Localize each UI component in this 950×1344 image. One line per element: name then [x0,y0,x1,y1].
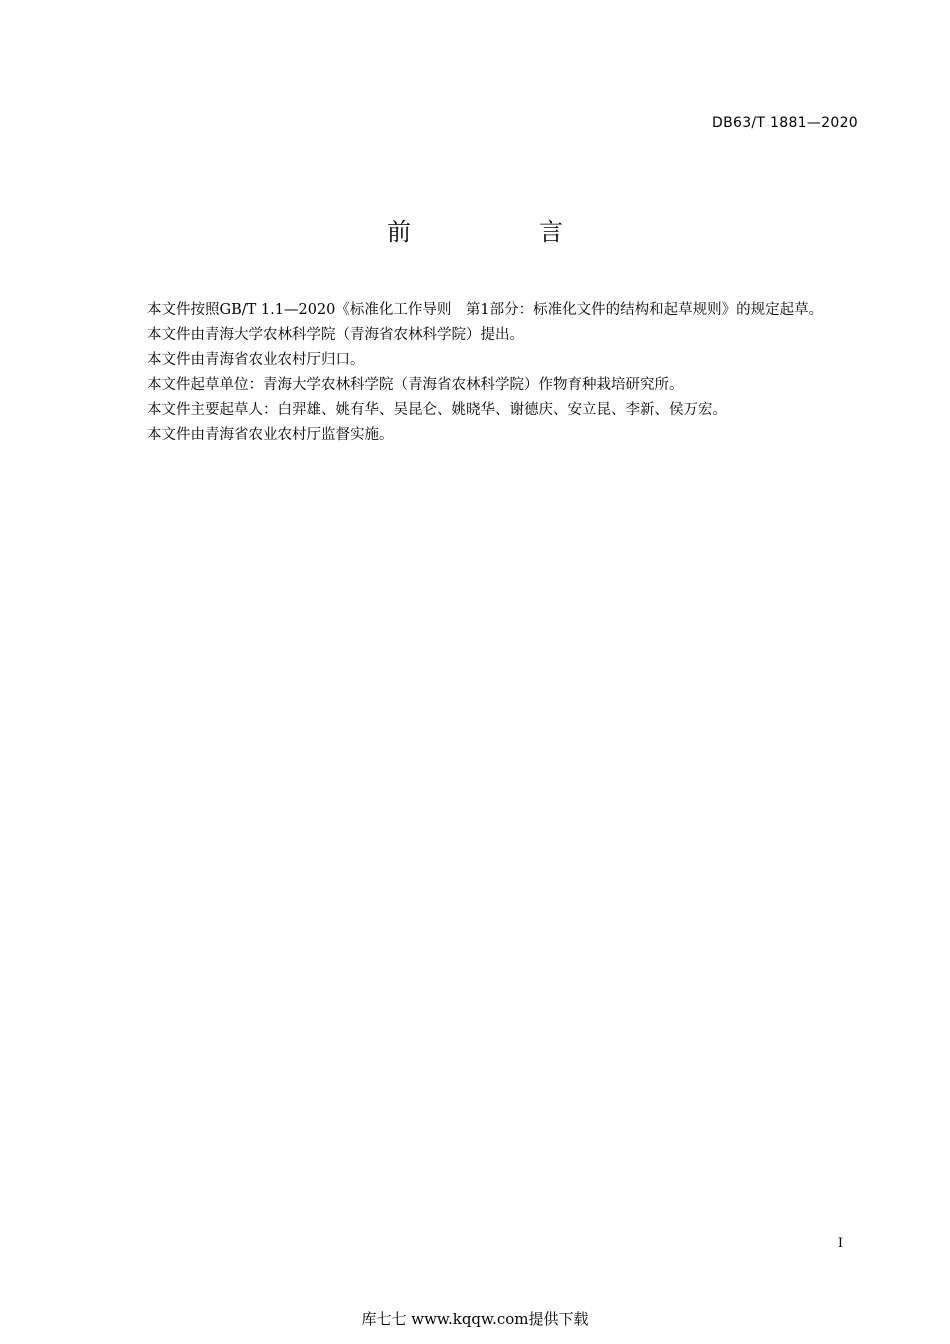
paragraph-centralized-unit: 本文件由青海省农业农村厅归口。 [147,352,365,368]
foreword-body [113,298,859,448]
paragraph-main-drafters: 本文件主要起草人：白羿雄、姚有华、吴昆仑、姚晓华、谢德庆、安立昆、李新、侯万宏。 [147,402,727,418]
paragraph-supervision: 本文件由青海省农业农村厅监督实施。 [147,427,394,443]
paragraph-proposer: 本文件由青海大学农林科学院（青海省农林科学院）提出。 [147,327,524,343]
document-code: DB63/T 1881—2020 [712,115,858,131]
download-source-note: 库七七 www.kqqw.com提供下载 [361,1310,589,1328]
paragraph-drafting-unit: 本文件起草单位：青海大学农林科学院（青海省农林科学院）作物育种栽培研究所。 [147,377,684,393]
page-title: 前 言 [387,218,615,246]
page-number: I [837,1236,843,1251]
paragraph-drafting-basis: 本文件按照GB/T 1.1—2020《标准化工作导则 第1部分：标准化文件的结构和起草规则》的规定起草。 [147,302,824,318]
